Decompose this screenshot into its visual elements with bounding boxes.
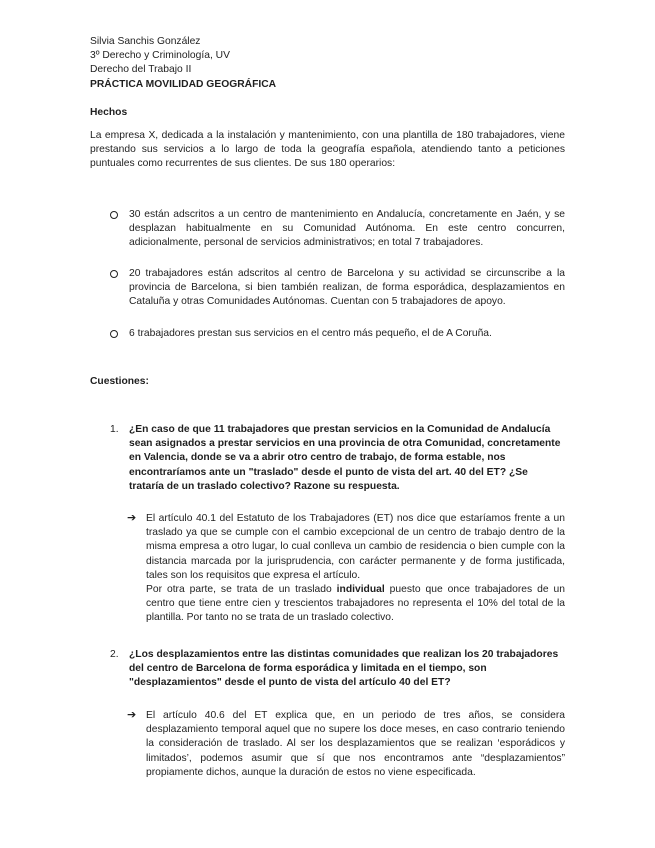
circle-bullet-icon xyxy=(110,211,118,219)
author-name: Silvia Sanchis González xyxy=(90,36,201,47)
hechos-item-text: 30 están adscritos a un centro de mantenimiento en Andalucía, concretamente en Jaén, y se desplazan habitualmente en su Comunidad Autónoma. En este centro concurren, adicionalmente, personal de servicios administrativos; en total 7 trabajadores. xyxy=(129,209,565,249)
answer-text-part: individual xyxy=(336,584,385,596)
question-text: ¿Los desplazamientos entre las distintas comunidades que realizan los 20 trabajadores del centro de Barcelona de forma esporádica y limitada en el tiempo, son "desplazamientos" desde el punto de vista del artículo 40 del ET? xyxy=(129,649,559,689)
answer-text-part: Por otra parte, se trata de un traslado xyxy=(146,584,337,596)
answer-text xyxy=(146,512,565,626)
document-title: PRÁCTICA MOVILIDAD GEOGRÁFICA xyxy=(90,78,277,90)
answer-text-part: puesto que once trabajadores de un centro que tiene entre cien y trescientos trabajadores no representa el 10% del total de la plantilla. Por tanto no se trata de un traslado colectivo. xyxy=(146,584,565,624)
hechos-item xyxy=(110,208,565,251)
hechos-intro: La empresa X, dedicada a la instalación y mantenimiento, con una plantilla de 180 trabajadores, viene prestando sus servicios a lo largo de toda la geografía española, atendiendo tanto a peticiones puntuales como recurrentes de sus clientes. De sus 180 operarios: xyxy=(90,130,565,170)
question-number: 1. xyxy=(110,424,119,435)
answer-text xyxy=(146,709,565,780)
answer-paragraph xyxy=(146,583,565,626)
answer-2 xyxy=(127,709,565,780)
answer-1 xyxy=(127,512,565,626)
answer-paragraph: El artículo 40.6 del ET explica que, en un periodo de tres años, se considera desplazamiento temporal aquel que no supere los doce meses, en caso contrario teniendo la consideración de traslado. Al ser los desplazamientos que se realizan ‘esporádicos y limitados’, podemos asumir que sí que nos encontramos ante “desplazamientos” propiamente dichos, aunque la duración de estos no viene especificada. xyxy=(146,710,565,778)
question-2 xyxy=(110,648,565,691)
question-text-part: ¿En caso de que xyxy=(129,424,214,435)
question-1 xyxy=(110,423,565,494)
hechos-item xyxy=(110,267,565,310)
question-text-part: 11 xyxy=(213,424,225,435)
question-text xyxy=(129,423,565,494)
arrow-right-icon: ➔ xyxy=(127,512,137,524)
document-header xyxy=(90,35,276,92)
degree-line: 3º Derecho y Criminología, UV xyxy=(90,50,230,62)
question-number: 2. xyxy=(110,649,119,660)
hechos-heading: Hechos xyxy=(90,107,128,118)
circle-bullet-icon xyxy=(110,270,118,278)
circle-bullet-icon xyxy=(110,330,118,338)
answer-paragraph: El artículo 40.1 del Estatuto de los Trabajadores (ET) nos dice que estaríamos frente a un traslado ya que se cumple con el cambio excepcional de un centro de trabajo dentro de la misma empresa a otro lugar, lo cual conlleva un cambio de residencia o bien cumple con la distancia marcada por la jurisprudencia, con carácter permanente y de forma justificada, tales son los requisitos que expresa el artículo. xyxy=(146,513,565,581)
question-text-part: trabajadores que prestan servicios en la Comunidad de Andalucía sean asignados a prestar servicios en una provincia de otra Comunidad, concretamente en Valencia, donde se va a abrir otro centro de trabajo, de forma estable, nos encontraríamos ante un "traslado" desde el punto de vista del art. 40 del ET? ¿Se trataría de un traslado colectivo? Razone su respuesta. xyxy=(129,424,561,492)
hechos-item xyxy=(110,327,565,341)
hechos-item-text: 6 trabajadores prestan sus servicios en el centro más pequeño, el de A Coruña. xyxy=(129,328,492,339)
cuestiones-heading: Cuestiones: xyxy=(90,376,149,387)
arrow-right-icon: ➔ xyxy=(127,709,137,721)
course-line: Derecho del Trabajo II xyxy=(90,64,192,76)
hechos-item-text: 20 trabajadores están adscritos al centro de Barcelona y su actividad se circunscribe a la provincia de Barcelona, si bien también realizan, de forma esporádica, desplazamientos en Cataluña y otras Comunidades Autónomas. Cuentan con 5 trabajadores de apoyo. xyxy=(129,268,565,308)
